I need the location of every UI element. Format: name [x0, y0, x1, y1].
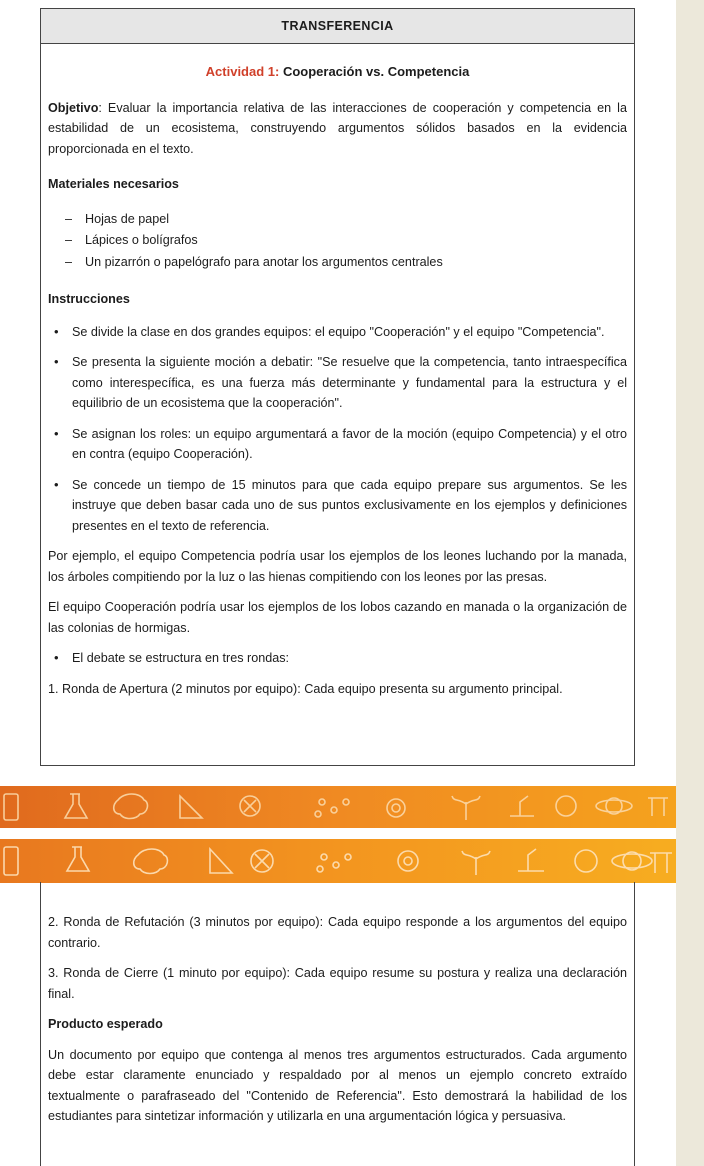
list-item: – Hojas de papel	[65, 209, 627, 231]
list-item: • Se asignan los roles: un equipo argumentará a favor de la moción (equipo Competencia) y el otro en contra (equipo Cooperación).	[48, 424, 627, 465]
transfer-box	[40, 8, 635, 766]
page-margin	[676, 0, 704, 1166]
list-item: – Un pizarrón o papelógrafo para anotar los argumentos centrales	[65, 252, 627, 274]
continued-content	[41, 882, 634, 1127]
example-competition: Por ejemplo, el equipo Competencia podría usar los ejemplos de los leones luchando por la manada, los árboles compitiendo por la luz o las hienas compitiendo con los leones por las presas.	[48, 549, 627, 584]
materials-heading: Materiales necesarios	[48, 177, 179, 191]
objective-text: : Evaluar la importancia relativa de las interacciones de cooperación y competencia en la estabilidad de un ecosistema, construyendo argumentos sólidos basados en la evidencia proporcionada en el texto.	[48, 100, 627, 156]
instructions-list	[48, 322, 627, 537]
science-icons-illustration	[0, 839, 676, 883]
transfer-box-continued	[40, 882, 635, 1166]
section-header	[41, 9, 634, 44]
list-item: • Se divide la clase en dos grandes equipos: el equipo "Cooperación" y el equipo "Competencia".	[48, 322, 627, 343]
list-item: • Se presenta la siguiente moción a debatir: "Se resuelve que la competencia, tanto intraespecífica como interespecífica, es una fuerza más determinante y fundamental para la estructura y el equilibrio de un ecosistema que la cooperación".	[48, 352, 627, 414]
objective-label: Objetivo	[48, 100, 99, 115]
section-title: TRANSFERENCIA	[281, 19, 394, 33]
materials-list	[48, 209, 627, 274]
instructions-heading: Instrucciones	[48, 292, 130, 306]
debate-list	[48, 648, 627, 669]
product-heading: Producto esperado	[48, 1017, 163, 1031]
science-icons-illustration	[0, 786, 676, 828]
round-2: 2. Ronda de Refutación (3 minutos por equipo): Cada equipo responde a los argumentos del equipo contrario.	[48, 915, 627, 950]
product-text: Un documento por equipo que contenga al menos tres argumentos estructurados. Cada argumento debe estar claramente enunciado y respaldado por al menos un ejemplo concreto extraído textualmente o parafraseado del "Contenido de Referencia". Esto demostrará la habilidad de los estudiantes para sintetizar información y utilizarla en una argumentación lógica y persuasiva.	[48, 1047, 627, 1123]
round-1: 1. Ronda de Apertura (2 minutos por equipo): Cada equipo presenta su argumento principal.	[48, 681, 563, 696]
list-item: – Lápices o bolígrafos	[65, 230, 627, 252]
decorative-science-band	[0, 786, 676, 828]
list-item: • El debate se estructura en tres rondas:	[48, 648, 627, 669]
activity-name: Cooperación vs. Competencia	[279, 64, 470, 79]
example-cooperation: El equipo Cooperación podría usar los ejemplos de los lobos cazando en manada o la organización de las colonias de hormigas.	[48, 600, 627, 635]
activity-prefix: Actividad 1:	[205, 64, 280, 79]
round-3: 3. Ronda de Cierre (1 minuto por equipo): Cada equipo resume su postura y realiza una declaración final.	[48, 966, 627, 1001]
activity-content	[41, 62, 634, 699]
activity-title	[48, 62, 627, 83]
list-item: • Se concede un tiempo de 15 minutos para que cada equipo prepare sus argumentos. Se les instruye que deben basar cada uno de sus puntos exclusivamente en los ejemplos y definiciones presentes en el texto de referencia.	[48, 475, 627, 537]
objective-paragraph	[48, 98, 627, 160]
decorative-science-band	[0, 839, 676, 883]
